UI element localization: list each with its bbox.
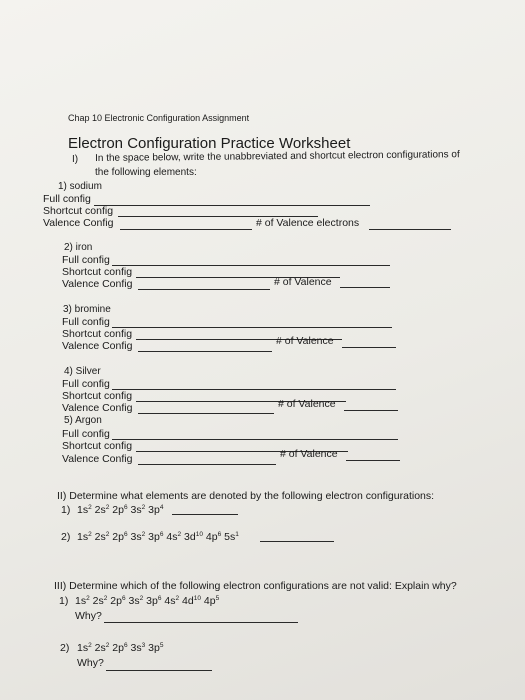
electron-count: 4 bbox=[159, 504, 164, 511]
orbital-term: $2p^6$ bbox=[110, 595, 126, 607]
element-sodium: 1) sodium bbox=[58, 181, 102, 192]
orbital-term: $4s^2$ bbox=[166, 531, 182, 543]
electron-count: 6 bbox=[123, 531, 128, 538]
element-argon: 5) Argon bbox=[64, 415, 102, 426]
silver-full-label: Full config bbox=[62, 378, 110, 390]
electron-count: 2 bbox=[88, 531, 92, 538]
section2-q2-answer-blank[interactable] bbox=[260, 541, 334, 542]
orbital-term: $2p^6$ bbox=[112, 531, 128, 543]
orbital-term: $3s^2$ bbox=[130, 531, 146, 543]
silver-valence-blank[interactable] bbox=[138, 413, 274, 414]
sodium-valence-electrons-blank[interactable] bbox=[369, 229, 451, 230]
iron-valence-count-label: # of Valence bbox=[274, 276, 332, 288]
electron-count: 2 bbox=[88, 642, 92, 649]
electron-count: 5 bbox=[215, 595, 220, 602]
orbital-term: $4d^{10}$ bbox=[182, 595, 201, 607]
orbital-term: $5s^1$ bbox=[224, 531, 239, 543]
sodium-shortcut-label: Shortcut config bbox=[43, 205, 114, 217]
electron-count: 2 bbox=[141, 504, 146, 511]
bromine-shortcut-label: Shortcut config bbox=[62, 328, 133, 340]
electron-count: 2 bbox=[177, 531, 182, 538]
silver-valence-label: Valence Config bbox=[62, 402, 133, 414]
orbital-term: $3s^2$ bbox=[130, 504, 146, 516]
section2-q1-answer-blank[interactable] bbox=[172, 514, 238, 515]
orbital-term: $2s^2$ bbox=[94, 642, 110, 654]
element-iron: 2) iron bbox=[64, 242, 93, 253]
bromine-valence-label: Valence Config bbox=[62, 340, 133, 352]
orbital-term: $1s^2$ bbox=[77, 642, 92, 654]
silver-full-blank[interactable] bbox=[112, 389, 396, 390]
element-bromine: 3) bromine bbox=[63, 304, 111, 315]
silver-valence-count-blank[interactable] bbox=[344, 410, 398, 411]
worksheet-title: Electron Configuration Practice Worksheet bbox=[68, 135, 351, 152]
iron-valence-blank[interactable] bbox=[138, 289, 270, 290]
argon-shortcut-label: Shortcut config bbox=[62, 440, 133, 452]
orbital-term: $1s^2$ bbox=[77, 531, 92, 543]
electron-count: 2 bbox=[105, 504, 110, 511]
electron-count: 2 bbox=[103, 595, 108, 602]
argon-valence-count-label: # of Valence bbox=[280, 448, 338, 460]
section2-q1-number: 1) bbox=[61, 504, 71, 516]
argon-full-label: Full config bbox=[62, 428, 110, 440]
electron-count: 2 bbox=[88, 504, 92, 511]
electron-count: 6 bbox=[123, 642, 128, 649]
section1-instruction-line1: In the space below, write the unabbreviated and shortcut electron configurations of bbox=[95, 149, 460, 164]
bromine-valence-blank[interactable] bbox=[138, 351, 272, 352]
argon-valence-count-blank[interactable] bbox=[346, 460, 400, 461]
electron-count: 6 bbox=[157, 595, 162, 602]
section2-q1-config bbox=[77, 504, 163, 516]
argon-full-blank[interactable] bbox=[112, 439, 398, 440]
argon-valence-blank[interactable] bbox=[138, 464, 276, 465]
section2-q2-config bbox=[77, 531, 239, 543]
electron-count: 2 bbox=[139, 595, 144, 602]
electron-count: 6 bbox=[159, 531, 164, 538]
section3-q1-why-blank[interactable] bbox=[104, 622, 298, 623]
electron-count: 2 bbox=[141, 531, 146, 538]
section3-q2-why-blank[interactable] bbox=[106, 670, 212, 671]
orbital-term: $1s^2$ bbox=[77, 504, 92, 516]
electron-count: 6 bbox=[217, 531, 222, 538]
iron-full-label: Full config bbox=[62, 254, 110, 266]
bromine-valence-count-label: # of Valence bbox=[276, 335, 334, 347]
electron-count: 2 bbox=[105, 531, 110, 538]
section2-heading: II) Determine what elements are denoted by the following electron configurations: bbox=[57, 490, 435, 502]
iron-shortcut-label: Shortcut config bbox=[62, 266, 133, 278]
orbital-term: $2s^2$ bbox=[94, 504, 110, 516]
sodium-valence-blank[interactable] bbox=[120, 229, 252, 230]
orbital-term: $3p^4$ bbox=[148, 504, 164, 516]
electron-count: 10 bbox=[195, 531, 203, 538]
element-silver: 4) Silver bbox=[64, 366, 101, 377]
section3-q1-config bbox=[75, 595, 219, 607]
electron-count: 1 bbox=[235, 531, 239, 538]
orbital-term: $3p^6$ bbox=[146, 595, 162, 607]
sodium-full-label: Full config bbox=[43, 193, 91, 205]
electron-count: 10 bbox=[193, 595, 201, 602]
chapter-header: Chap 10 Electronic Configuration Assignment bbox=[68, 113, 250, 123]
section3-q2-why-label: Why? bbox=[77, 657, 104, 669]
sodium-valence-electrons-label: # of Valence electrons bbox=[256, 217, 360, 229]
silver-shortcut-label: Shortcut config bbox=[62, 390, 133, 402]
orbital-term: $4p^6$ bbox=[205, 531, 222, 543]
section3-q2-config bbox=[77, 642, 163, 654]
section2-q2-number: 2) bbox=[61, 531, 71, 543]
section3-q1-number: 1) bbox=[59, 595, 69, 607]
orbital-term: $3p^6$ bbox=[148, 531, 164, 543]
orbital-term: $2s^2$ bbox=[94, 531, 110, 543]
orbital-term: $4p^5$ bbox=[203, 595, 220, 607]
iron-valence-label: Valence Config bbox=[62, 278, 133, 290]
electron-count: 6 bbox=[123, 504, 128, 511]
orbital-term: $3d^{10}$ bbox=[184, 531, 203, 543]
orbital-term: $4s^2$ bbox=[164, 595, 180, 607]
argon-valence-label: Valence Config bbox=[62, 453, 133, 465]
electron-count: 5 bbox=[159, 642, 164, 649]
electron-count: 2 bbox=[105, 642, 110, 649]
electron-count: 3 bbox=[141, 642, 146, 649]
sodium-full-blank[interactable] bbox=[94, 205, 370, 206]
orbital-term: $2p^6$ bbox=[112, 642, 128, 654]
orbital-term: $3s^2$ bbox=[128, 595, 144, 607]
orbital-term: $2s^2$ bbox=[92, 595, 108, 607]
bromine-full-blank[interactable] bbox=[112, 327, 392, 328]
bromine-full-label: Full config bbox=[62, 316, 110, 328]
orbital-term: $2p^6$ bbox=[112, 504, 128, 516]
electron-count: 2 bbox=[175, 595, 180, 602]
section1-numeral: I) bbox=[72, 154, 79, 165]
bromine-valence-count-blank[interactable] bbox=[342, 347, 396, 348]
orbital-term: $3p^5$ bbox=[148, 642, 164, 654]
silver-valence-count-label: # of Valence bbox=[278, 398, 336, 410]
section1-instruction-line2: the following elements: bbox=[95, 167, 197, 178]
iron-valence-count-blank[interactable] bbox=[340, 287, 390, 288]
sodium-valence-label: Valence Config bbox=[43, 217, 114, 229]
section3-q2-number: 2) bbox=[60, 642, 70, 654]
iron-full-blank[interactable] bbox=[112, 265, 390, 266]
section3-q1-why-label: Why? bbox=[75, 610, 102, 622]
orbital-term: $1s^2$ bbox=[75, 595, 90, 607]
electron-count: 2 bbox=[86, 595, 90, 602]
orbital-term: $3s^3$ bbox=[130, 642, 146, 654]
section3-heading: III) Determine which of the following electron configurations are not valid: Explain why? bbox=[54, 580, 457, 592]
electron-count: 6 bbox=[121, 595, 126, 602]
